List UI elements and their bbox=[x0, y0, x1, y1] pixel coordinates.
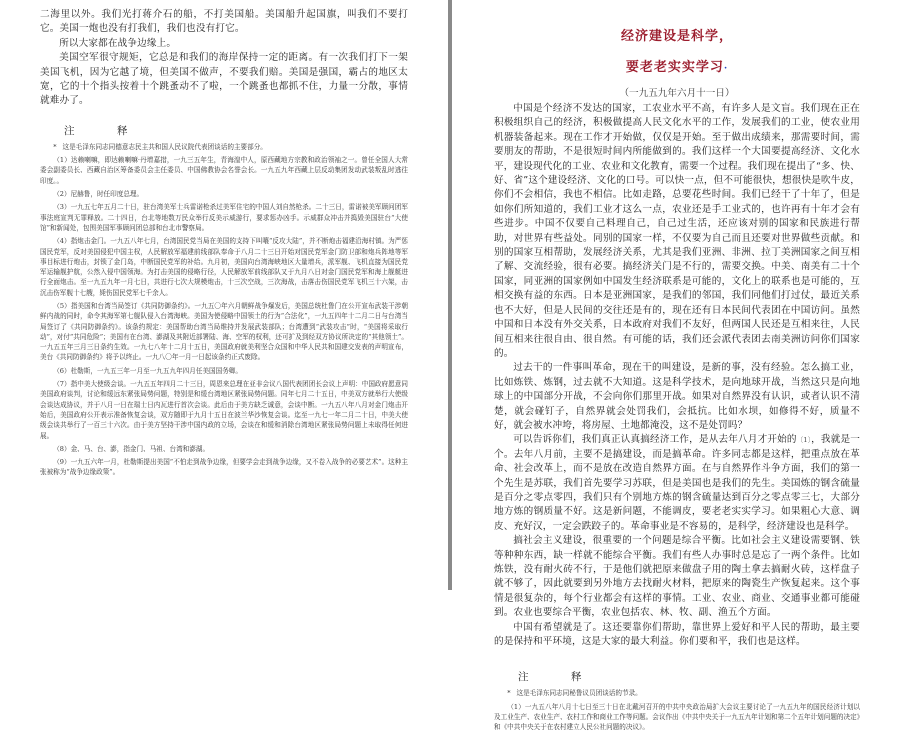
title-footnote-marker: · bbox=[723, 64, 729, 74]
note-item bbox=[494, 688, 860, 698]
note-star-marker: * bbox=[507, 689, 511, 698]
right-page-content bbox=[494, 18, 860, 736]
notes-heading: 注 释 bbox=[518, 671, 598, 684]
note-text: 这是毛泽东同志同秘鲁议员团谈话的节录。 bbox=[516, 689, 642, 698]
note-item: （9）一九五六年一月，杜勒斯提出美国“不怕走到战争边缘，但要学会走到战争边缘，又不卷入战争的必要艺术”。这种主张被称为“战争边缘政策”。 bbox=[40, 458, 408, 477]
note-item: （3）一九五七年五月二十日，驻台湾美军士兵雷诺枪杀过美军住宅的中国人刘自然枪杀。二十三日，雷诺被美军顾问团军事法庭宣判无罪释放。二十四日，台北等地数万民众举行反美示威游行，要求惩办凶手。示威群众冲击并捣毁美国驻台“大使馆”和新闻处，包围美国军事顾问团总部和台北市警察局。 bbox=[40, 203, 408, 232]
paragraph-text: ，我就是一个。去年八月前，主要不是搞建设，而是搞革命。许多同志都是这样，把重点放在革命、社会改革上，而不是放在改造自然界方面。在与自然界作斗争方面，我们的第一个先生是苏联，我们首先要学习苏联，但是美国也是我们的先生。美国炼的钢含硫量是百分之零点零四，我们只有个别地方炼的钢含硫量达到百分之零点零三七，大部分地方炼的钢质量不好。这是新问题，不能调皮，要老老实实学习。如果粗心大意、调皮、充好汉，一定会跌跤子的。革命事业是不容易的，是科学，经济建设也是科学。 bbox=[494, 434, 860, 532]
note-item: （2）尼赫鲁，时任印度总理。 bbox=[53, 190, 144, 199]
note-text: 这是毛泽东同志同德意志民主共和国人民议院代表团谈话的主要部分。 bbox=[62, 142, 267, 151]
note-item: （7）指中美大使级会谈。一九五五年四月二十三日，周恩来总理在亚非会议八国代表团团长会议上声明：中国政府愿意同美国政府谈判，讨论和缓远东紧张局势问题，特别是和缓台湾地区紧张局势问题。同年七月二十五日，中美双方就举行大使级会谈达成协议，并于八月一日在瑞士日内瓦进行首次会谈。此后由于美方缺乏诚意，会谈中断。一九五八年八月对金门炮击开始后，美国政府公开表示准备恢复会谈，双方随即于九月十五日在波兰华沙恢复会谈。迄至一九七一年二月二十日，中美大使级会谈共举行了一百三十六次。由于美方坚持干涉中国内政的立场，会谈在和缓和消除台湾地区紧张局势问题上未取得任何进展。 bbox=[40, 380, 408, 440]
left-page bbox=[0, 0, 448, 590]
right-page bbox=[452, 0, 900, 732]
article-title-line1: 经济建设是科学， bbox=[620, 29, 733, 44]
article-title-line2 bbox=[494, 56, 860, 75]
body-paragraph: 所以大家都在战争边缘上。 bbox=[59, 37, 177, 49]
note-item: （6）杜勒斯，一九五三年一月至一九五九年四月任美国国务卿。 bbox=[53, 366, 243, 375]
body-paragraph: 过去干的一件事叫革命，现在干的叫建设，是新的事，没有经验。怎么搞工业，比如炼铁、炼钢，过去就不大知道。这是科学技术，是向地球开战，当然这只是向地球上的中国部分开战，不会向你们那里开战。如果对自然界没有认识，或者认识不清楚，就会碰钉子，自然界就会处罚我们，会抵抗。比如水坝，如修得不好，质量不好，就会被水冲垮，将房屋、土地都淹没，这不是处罚吗？ bbox=[494, 362, 860, 431]
body-paragraph bbox=[494, 433, 860, 534]
note-item: （1）一九五八年八月十七日至三十日在北戴河召开的中共中央政治局扩大会议主要讨论了一九五九年的国民经济计划以及工业生产、农业生产、农村工作和商业工作等问题。会议作出《中共中央关于一九五九年计划和第二个五年计划问题的决定》和《中共中央关于在农村建立人民公社问题的决议》。 bbox=[494, 702, 860, 732]
left-page-content bbox=[40, 8, 408, 481]
body-paragraph: 中国有希望就是了。这还要靠你们帮助，靠世界上爱好和平人民的帮助，最主要的是保持和平环境，这是大家的最大利益。你们要和平，我们也是这样。 bbox=[494, 621, 860, 648]
body-paragraph: 中国是个经济不发达的国家，工农业水平不高，有许多人是文盲。我们现在正在积极组织自己的经济，积极做提高人民文化水平的工作，发展我们的工业，使农业用机器装备起来。现在工作才开始做，仅仅是开始。至于做出成绩来，那需要时间，需要朋友的帮助，不是很短时间内所能做到的。我们这样一个大国要提高经济、文化水平，建设现代化的工业、农业和文化教育，需要一个过程。我们现在提出了“多、快、好、省”这个建设经济、文化的口号。可以快一点，但不可能很快，想很快是吹牛皮，你们不会相信，我也不相信。比如走路，总要花些时间。我们已经干了十年了，但是如你们所知道的，我们工业才这么一点，农业还是手工业式的，也许再有十年才会有些进步。中国不仅要自己料理自己，自己过生活，还应该对别的国家和民族进行帮助，对世界有些益处。同别的国家一样，不仅要为自己而且还要对世界做些贡献。和别的国家互相帮助，发展经济关系，尤其是我们亚洲、非洲、拉丁美洲国家之间互相了解、交流经验，很有必要。搞经济关门是不行的，需要交换。中美、南美有二十个国家，同亚洲的国家例如中国发生经济联系是可能的，文化上的联系也是可能的，互相交换有益的东西。日本是亚洲国家，是我们的邻国，我们同他们打过仗，最近关系也不大好，但是人民间的交往还是有的，现在还有日本民间代表团在中国访问。虽然中国和日本没有外交关系，日本政府对我们不友好，但两国人民还是互相来往，人民间互相来往很自由、很自然。有可能的话，我们还会派代表团去南美洲访问你们国家的。 bbox=[494, 103, 860, 359]
note-item: （4）指炮击金门。一九五八年七月，台湾国民党当局在美国的支持下叫嚷“反攻大陆”，并不断炮击福建沿海村镇。为严惩国民党军，反对美国侵犯中国主权，人民解放军福建前线部队奉命于八月二十三日开始对国民党军金门防卫部和炮兵阵地等军事目标进行炮击，封锁了金门岛，中断国民党军的补给。九月初，美国向台湾海峡地区大量增兵，派军舰、飞机直接为国民党军运输舰护航，公然入侵中国领海。为打击美国的侵略行径，人民解放军前线部队又于九月八日对金门国民党军和海上舰艇进行全面炮击。至一九五九年一月七日，共进行七次大规模炮击，十三次空战，三次海战，击落击伤国民党军飞机三十六架，击沉击伤军舰十七艘，毙伤国民党军七千余人。 bbox=[40, 237, 408, 297]
note-item: （8）金、马、台、澎，指金门、马祖、台湾和澎湖。 bbox=[53, 444, 210, 453]
notes-heading: 注 释 bbox=[64, 124, 144, 137]
note-item: （1）达赖喇嘛，即达赖喇嘛·丹增嘉措，一九三五年生，青海湟中人，原西藏地方宗教和政治领袖之一。曾任全国人大常委会副委员长、西藏自治区筹备委员会主任委员、中国佛教协会名誉会长。一九五九年西藏上层反动集团发动武装叛乱时逃往印度。。 bbox=[40, 156, 408, 185]
body-paragraph: 搞社会主义建设，很重要的一个问题是综合平衡。比如社会主义建设需要钢、铁等种种东西，缺一样就不能综合平衡。我们有些人办事时总是忘了一两个条件。比如炼铁，没有耐火砖不行，于是他们就把原来做盘子用的陶土拿去搞耐火砖，这样盘子就不够了，因此就要到另外地方去找耐火材料，把原来的陶瓷生产恢复起来。这个事情是很复杂的，每个行业都会有这样的事情。工业、农业、商业、交通事业都可能碰到。农业也要综合平衡，农业包括农、林、牧、副、渔五个方面。 bbox=[494, 535, 860, 619]
article-date: （一九五九年六月十一日） bbox=[619, 88, 735, 99]
note-item: （5）指美国和台湾当局签订《共同防御条约》。一九五〇年六月朝鲜战争爆发后，美国总统杜鲁门在公开宣布武装干涉朝鲜内战的同时，命令其海军第七舰队侵入台湾海峡。美国为使侵略中国领土的行为“合法化”，一九五四年十二月二日与台湾当局签订了《共同防御条约》。该条约规定：美国帮助台湾当局维持并发展武装部队；台湾遭到“武装攻击”时，“美国将采取行动”，对付“共同危险”；美国有在台湾、澎湖及其附近部署陆、海、空军的权利，还可扩及到经双方协议所决定的“其他领土”。一九五五年三月三日条约生效。一九七八年十二月十五日，美国政府就美利坚合众国和中华人民共和国建交发表的声明宣布，美台《共同防御条约》将予以终止。一九八〇年一月一日起该条约正式废除。 bbox=[40, 302, 408, 362]
footnote-reference[interactable]: 〔1〕 bbox=[796, 436, 812, 445]
body-paragraph: 美国空军很守规矩，它总是和我们的海岸保持一定的距离。有一次我们打下一架美国飞机，因为它越了境，但美国不做声，不要我们赔。美国是强国，霸占的地区太宽，它的十个指头按着十个跳蚤动不了啦，一个跳蚤也都抓不住，力量一分散，事情就难办了。 bbox=[40, 52, 408, 107]
body-paragraph: 二海里以外。我们光打蒋介石的船，不打美国船。美国船升起国旗，叫我们不要打它。美国一炮也没有打我们，我们也没有打它。 bbox=[40, 9, 408, 35]
paragraph-text: 可以告诉你们，我们真正认真搞经济工作，是从去年八月才开始的 bbox=[513, 434, 797, 446]
note-item bbox=[40, 142, 408, 152]
note-star-marker: * bbox=[53, 142, 57, 151]
article-title-line2-text: 要老老实实学习 bbox=[625, 60, 724, 75]
